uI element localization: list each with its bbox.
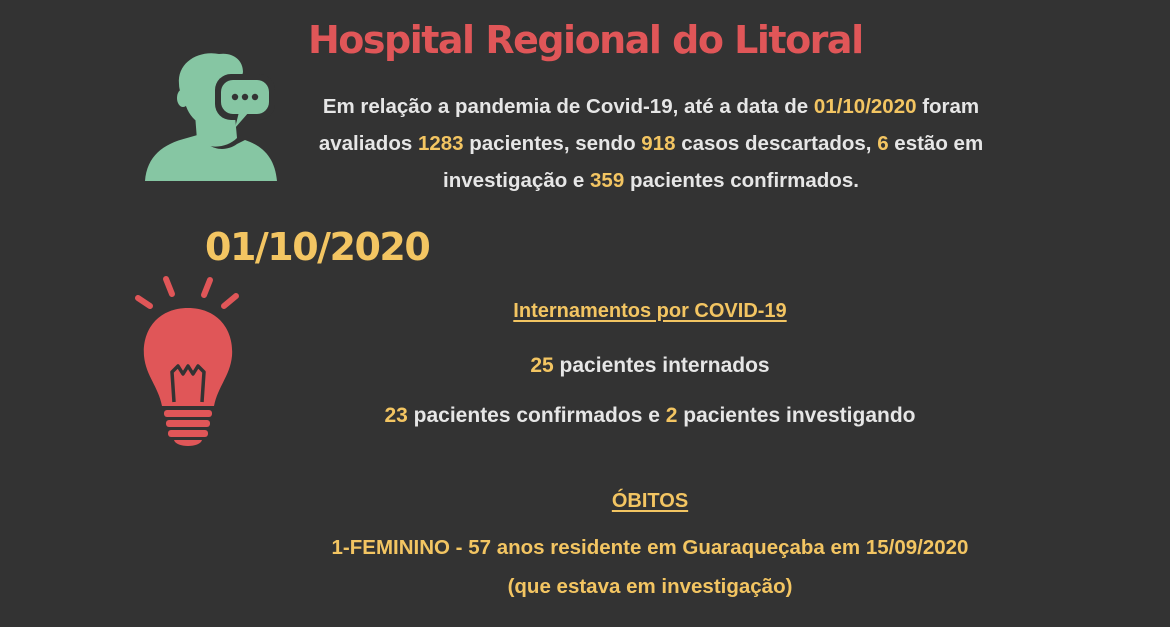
light-bulb-icon xyxy=(128,274,246,454)
intro-paragraph xyxy=(278,88,1024,199)
internments-investigating-label: pacientes investigando xyxy=(677,404,916,427)
report-date: 01/10/2020 xyxy=(205,225,430,269)
page-title: Hospital Regional do Litoral xyxy=(308,18,863,62)
internments-confirmed-label: pacientes confirmados e xyxy=(407,404,666,427)
evaluated-count: 1283 xyxy=(417,132,464,155)
investigating-count: 6 xyxy=(877,132,889,155)
internments-investigating: 2 xyxy=(665,404,678,427)
internments-confirmed: 23 xyxy=(384,404,408,427)
intro-date: 01/10/2020 xyxy=(813,95,917,118)
internments-breakdown-line xyxy=(240,404,1060,428)
internments-total: 25 xyxy=(530,354,554,377)
intro-text: estão em investigação e xyxy=(443,132,984,192)
intro-text: pacientes confirmados. xyxy=(624,169,859,192)
intro-text: Em relação a pandemia de Covid-19, até a data de xyxy=(322,95,814,118)
user-chat-icon xyxy=(143,50,283,185)
intro-text: pacientes, sendo xyxy=(463,132,642,155)
internments-total-line xyxy=(240,354,1060,378)
internments-heading: Internamentos por COVID-19 xyxy=(513,300,787,322)
intro-text: foram avaliados xyxy=(318,95,980,155)
death-entry: 1-FEMININO - 57 anos residente em Guaraqueçaba em 15/09/2020 xyxy=(331,536,969,559)
intro-text: casos descartados, xyxy=(675,132,878,155)
deaths-heading: ÓBITOS xyxy=(611,490,689,512)
internments-total-label: pacientes internados xyxy=(553,354,770,377)
death-note: (que estava em investigação) xyxy=(507,575,793,598)
discarded-count: 918 xyxy=(641,132,676,155)
confirmed-count: 359 xyxy=(590,169,625,192)
